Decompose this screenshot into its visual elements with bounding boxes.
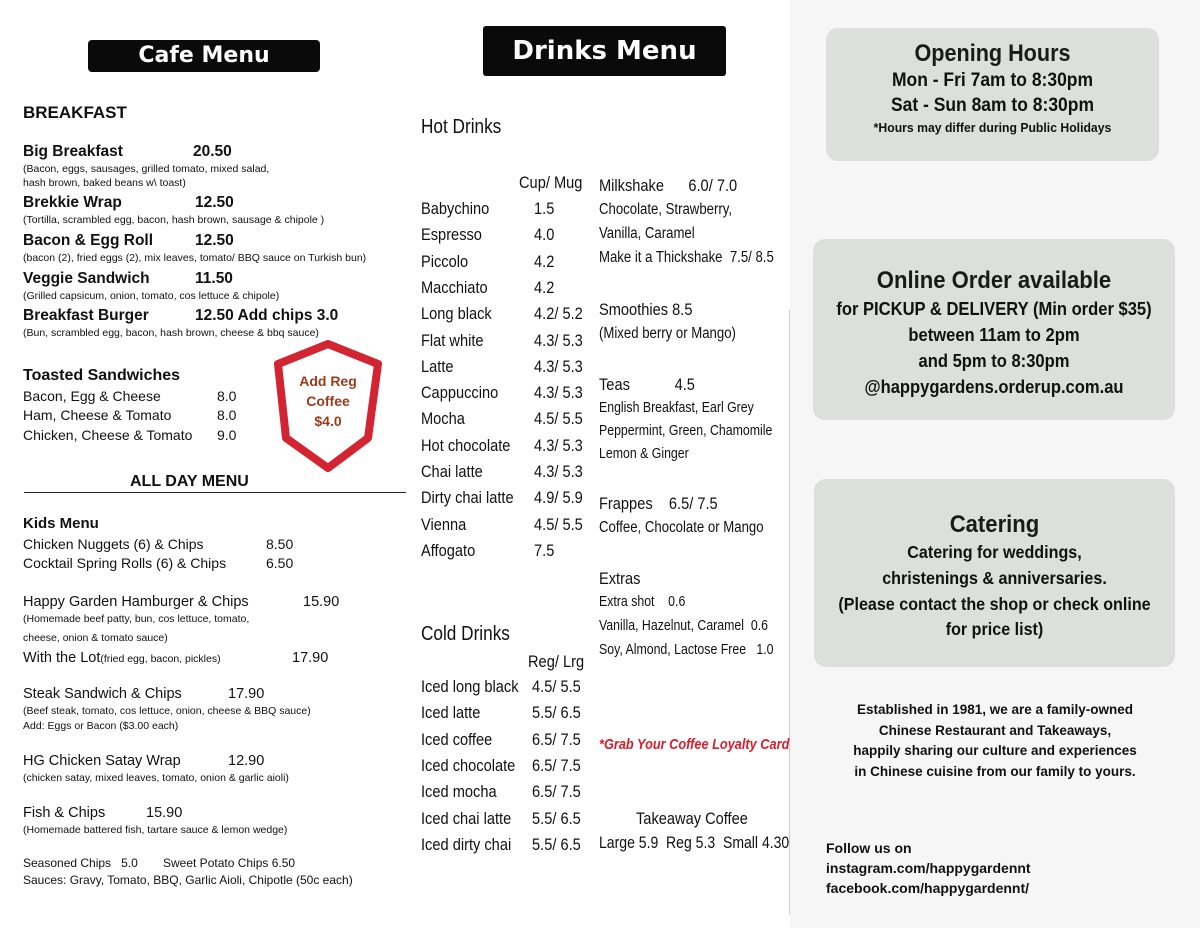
menu-item-name: Ham, Cheese & Tomato (23, 407, 172, 423)
drink-name: Macchiato (421, 277, 488, 297)
menu-item-price: 15.90 (146, 805, 183, 821)
menu-item-name: Steak Sandwich & Chips (23, 686, 182, 702)
menu-item-price: 12.50 (195, 232, 234, 249)
drink-name: Vienna (421, 514, 467, 534)
opening-hours-title: Opening Hours (914, 40, 1071, 67)
sides-line: Sweet Potato Chips 6.50 (163, 856, 296, 870)
column-divider (789, 310, 790, 915)
catering-line: (Please contact the shop or check online (838, 594, 1151, 614)
milkshake-title: Milkshake 6.0/ 7.0 (599, 176, 738, 195)
sauces-line: Sauces: Gravy, Tomato, BBQ, Garlic Aioli, Chipotle (50c each) (23, 873, 353, 887)
drink-name: Latte (421, 356, 454, 376)
drink-price: 5.5/ 6.5 (532, 834, 581, 854)
menu-item-price: 11.50 (195, 270, 233, 287)
menu-item-price: 9.0 (217, 427, 237, 443)
milkshake-line: Chocolate, Strawberry, (599, 201, 733, 218)
menu-item-price: 8.50 (266, 536, 294, 552)
milkshake-line: Vanilla, Caramel (599, 225, 695, 242)
online-order-box (813, 239, 1175, 420)
frappes-title: Frappes 6.5/ 7.5 (599, 494, 718, 513)
cold-size-header: Reg/ Lrg (528, 652, 585, 671)
drink-price: 4.3/ 5.3 (534, 462, 583, 481)
drink-name: Dirty chai latte (421, 488, 514, 508)
smoothies-line: (Mixed berry or Mango) (599, 325, 736, 342)
about-line: happily sharing our culture and experiences (853, 743, 1137, 758)
takeaway-title: Takeaway Coffee (636, 809, 748, 828)
drink-name: Iced dirty chai (421, 834, 512, 854)
extras-title: Extras (599, 569, 641, 588)
menu-item-name: Happy Garden Hamburger & Chips (23, 594, 249, 610)
drink-name: Long black (421, 304, 492, 324)
opening-hours-box (826, 28, 1159, 161)
menu-item-desc: (Bun, scrambled egg, bacon, hash brown, cheese & bbq sauce) (23, 327, 319, 339)
drink-name: Iced mocha (421, 782, 497, 802)
teas-title: Teas 4.5 (599, 375, 695, 394)
catering-box (814, 479, 1175, 667)
toasted-heading: Toasted Sandwiches (23, 367, 181, 384)
drink-name: Iced long black (421, 677, 519, 696)
menu-item-desc: hash brown, baked beans w\ toast) (23, 177, 186, 189)
with-the-lot-desc: (fried egg, bacon, pickles) (100, 653, 221, 665)
hours-note: *Hours may differ during Public Holidays (873, 120, 1112, 135)
menu-item-desc: (bacon (2), fried eggs (2), mix leaves, tomato/ BBQ sauce on Turkish bun) (23, 252, 367, 264)
catering-line: christenings & anniversaries. (882, 568, 1107, 588)
menu-item-name: Breakfast Burger (23, 307, 149, 324)
drink-price: 5.5/ 6.5 (532, 703, 581, 723)
cold-drinks-heading: Cold Drinks (421, 623, 510, 645)
menu-item-desc: (Tortilla, scrambled egg, bacon, hash brown, sausage & chipole ) (23, 214, 325, 226)
promo-text-line1: Add Reg (299, 373, 357, 389)
drink-name: Babychino (421, 199, 490, 218)
all-day-divider (24, 492, 406, 493)
menu-item-price: 8.0 (217, 388, 237, 404)
menu-item-name: Fish & Chips (23, 805, 106, 821)
menu-item-name (23, 650, 221, 666)
online-order-title: Online Order available (876, 267, 1112, 294)
menu-item-price: 17.90 (292, 650, 329, 666)
online-order-line: for PICKUP & DELIVERY (Min order $35) (836, 299, 1152, 319)
drink-price: 4.5/ 5.5 (532, 677, 581, 696)
about-text (830, 700, 1160, 782)
catering-line: Catering for weddings, (907, 542, 1082, 562)
drink-name: Iced chocolate (421, 755, 516, 775)
takeaway-line: Large 5.9 Reg 5.3 Small 4.30 (599, 834, 790, 852)
menu-item-name: Bacon, Egg & Cheese (23, 388, 161, 404)
menu-item-name: Chicken, Cheese & Tomato (23, 427, 193, 443)
menu-item-desc: Add: Eggs or Bacon ($3.00 each) (23, 720, 179, 732)
breakfast-heading: BREAKFAST (23, 103, 127, 122)
menu-item-desc: cheese, onion & tomato sauce) (23, 632, 168, 644)
extras-line: Soy, Almond, Lactose Free 1.0 (599, 642, 774, 658)
menu-item-desc: (Homemade battered fish, tartare sauce & lemon wedge) (23, 824, 288, 836)
drinks-menu-banner: Drinks Menu (483, 26, 726, 76)
drink-price: 4.3/ 5.3 (534, 330, 583, 350)
menu-item-price: 15.90 (303, 594, 340, 610)
drink-name: Chai latte (421, 462, 483, 481)
menu-item-name: HG Chicken Satay Wrap (23, 753, 181, 769)
menu-item-price: 6.50 (266, 555, 294, 571)
instagram-link[interactable]: instagram.com/happygardennt (826, 860, 1031, 876)
drink-name: Mocha (421, 409, 465, 429)
with-the-lot-label: With the Lot (23, 650, 101, 666)
hours-weekend: Sat - Sun 8am to 8:30pm (890, 95, 1095, 116)
follow-title: Follow us on (826, 840, 912, 856)
drink-name: Hot chocolate (421, 435, 511, 455)
menu-item-name: Bacon & Egg Roll (23, 232, 154, 249)
menu-item-price: 12.90 (228, 753, 265, 769)
about-line: Established in 1981, we are a family-owned (856, 702, 1134, 717)
menu-item-desc: (chicken satay, mixed leaves, tomato, onion & garlic aioli) (23, 772, 289, 784)
menu-item-name: Veggie Sandwich (23, 270, 150, 287)
loyalty-card-note: *Grab Your Coffee Loyalty Card (599, 736, 790, 753)
drink-name: Espresso (421, 225, 482, 245)
extras-line: Extra shot 0.6 (599, 594, 686, 610)
drink-price: 4.3/ 5.3 (534, 435, 583, 455)
catering-line: for price list) (945, 619, 1044, 639)
drink-price: 6.5/ 7.5 (532, 782, 581, 802)
facebook-link[interactable]: facebook.com/happygardennt/ (826, 880, 1030, 896)
menu-item-name: Brekkie Wrap (23, 194, 122, 211)
drink-price: 7.5 (534, 540, 555, 560)
menu-item-desc: (Beef steak, tomato, cos lettuce, onion, cheese & BBQ sauce) (23, 705, 311, 717)
drink-price: 6.5/ 7.5 (532, 755, 581, 775)
menu-item-price: 17.90 (228, 686, 265, 702)
menu-item-price: 12.50 (195, 194, 234, 211)
menu-item-desc: (Grilled capsicum, onion, tomato, cos lettuce & chipole) (23, 290, 280, 302)
extras-line: Vanilla, Hazelnut, Caramel 0.6 (599, 618, 768, 634)
menu-item-name: Cocktail Spring Rolls (6) & Chips (23, 555, 227, 571)
promo-text-line2: Coffee (306, 393, 350, 409)
drink-name: Flat white (421, 330, 484, 350)
drink-price: 4.5/ 5.5 (534, 409, 583, 429)
about-line: Chinese Restaurant and Takeaways, (878, 722, 1112, 738)
drink-price: 4.0 (534, 225, 555, 245)
drink-name: Iced latte (421, 703, 481, 723)
drink-name: Affogato (421, 540, 476, 560)
teas-line: Lemon & Ginger (599, 446, 689, 462)
teas-line: Peppermint, Green, Chamomile (599, 423, 773, 439)
drink-price: 1.5 (534, 199, 555, 218)
drink-price: 4.3/ 5.3 (534, 356, 583, 376)
drink-name: Iced chai latte (421, 808, 512, 828)
online-order-line: between 11am to 2pm (908, 325, 1080, 345)
kids-heading: Kids Menu (23, 515, 99, 532)
drink-price: 4.5/ 5.5 (534, 514, 583, 534)
menu-item-name: Chicken Nuggets (6) & Chips (23, 536, 204, 552)
drink-price: 5.5/ 6.5 (532, 808, 581, 828)
menu-item-price: 20.50 (193, 143, 232, 160)
sides-line: Seasoned Chips 5.0 (23, 856, 138, 870)
cafe-menu-banner: Cafe Menu (88, 40, 320, 72)
menu-item-desc: (Bacon, eggs, sausages, grilled tomato, mixed salad, (23, 163, 270, 175)
menu-item-name: Big Breakfast (23, 143, 123, 160)
drink-name: Cappuccino (421, 383, 499, 403)
drink-price: 4.2/ 5.2 (534, 304, 583, 324)
menu-item-price: 8.0 (217, 407, 237, 423)
drink-price: 4.2 (534, 251, 555, 271)
catering-title: Catering (949, 511, 1040, 538)
drink-price: 6.5/ 7.5 (532, 729, 581, 749)
online-order-line: and 5pm to 8:30pm (918, 351, 1070, 371)
milkshake-line: Make it a Thickshake 7.5/ 8.5 (599, 249, 774, 266)
all-day-heading: ALL DAY MENU (130, 473, 249, 490)
frappes-line: Coffee, Chocolate or Mango (599, 519, 764, 536)
hours-weekday: Mon - Fri 7am to 8:30pm (891, 70, 1094, 91)
smoothies-title: Smoothies 8.5 (599, 300, 693, 319)
promo-text-line3: $4.0 (314, 413, 342, 429)
drink-name: Iced coffee (421, 729, 493, 749)
drink-name: Piccolo (421, 251, 469, 271)
online-order-link[interactable]: @happygardens.orderup.com.au (864, 377, 1124, 397)
hot-size-header: Cup/ Mug (519, 173, 583, 192)
drink-price: 4.9/ 5.9 (534, 488, 583, 508)
about-line: in Chinese cuisine from our family to yours. (854, 763, 1136, 779)
menu-item-price: 12.50 Add chips 3.0 (195, 307, 339, 324)
menu-item-desc: (Homemade beef patty, bun, cos lettuce, tomato, (23, 613, 250, 625)
drink-price: 4.3/ 5.3 (534, 383, 583, 403)
teas-line: English Breakfast, Earl Grey (599, 400, 754, 416)
drink-price: 4.2 (534, 277, 555, 297)
hot-drinks-heading: Hot Drinks (421, 116, 502, 138)
